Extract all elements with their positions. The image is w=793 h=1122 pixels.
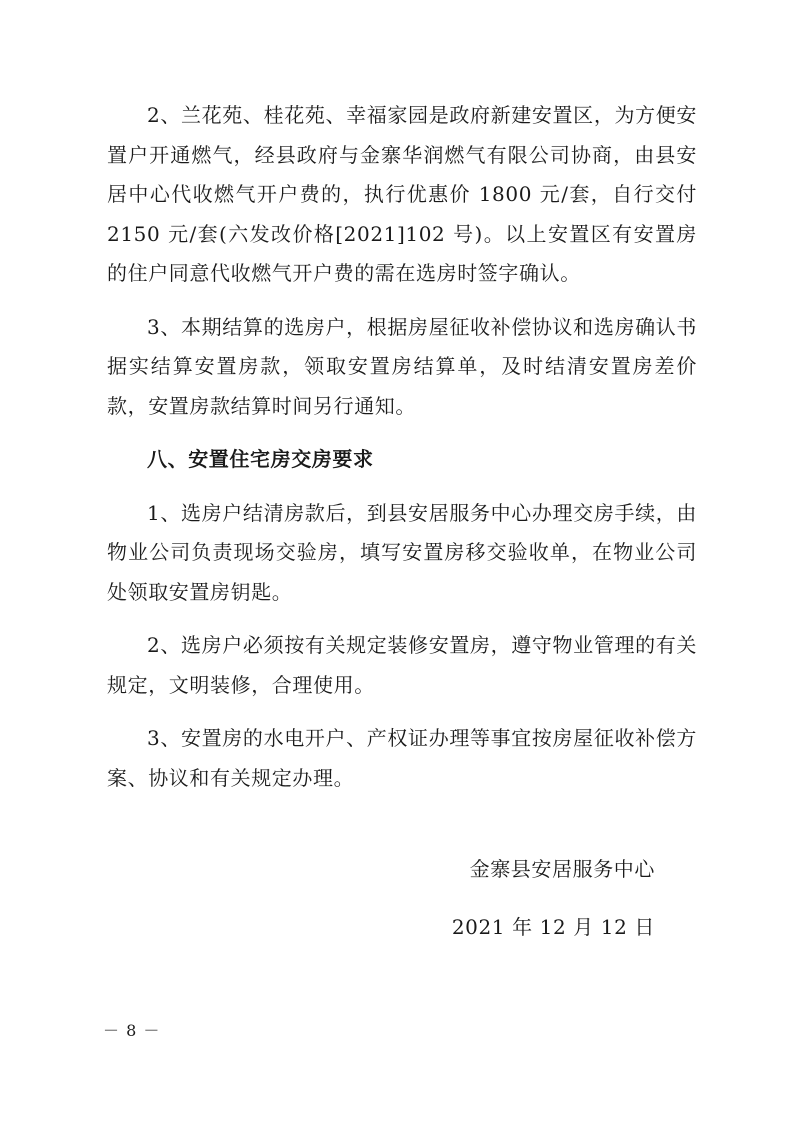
paragraph-utilities-property: 3、安置房的水电开户、产权证办理等事宜按房屋征收补偿方案、协议和有关规定办理。: [107, 726, 697, 790]
paragraph-gas-fee: 2、兰花苑、桂花苑、幸福家园是政府新建安置区，为方便安置户开通燃气，经县政府与金寨华润燃气有限公司协商，由县安居中心代收燃气开户费的，执行优惠价 1800 元/套，自行交付 2150 元/套(六发改价格[2021]102 号)。以上安置区有安置房的住户同意代收燃气开户费的需在选房时签字确认。: [107, 103, 697, 285]
signature-date: 2021 年 12 月 12 日: [451, 915, 655, 939]
paragraph-renovation-rules: 2、选房户必须按有关规定装修安置房，遵守物业管理的有关规定，文明装修，合理使用。: [107, 633, 697, 697]
document-body: [107, 96, 697, 812]
signature-organization: 金寨县安居服务中心: [469, 857, 655, 881]
signature-block: [452, 840, 655, 956]
section-heading-handover: 八、安置住宅房交房要求: [147, 447, 374, 471]
page-number: － 8 －: [103, 1021, 161, 1040]
paragraph-handover-procedure: 1、选房户结清房款后，到县安居服务中心办理交房手续，由物业公司负责现场交验房，填写安置房移交验收单，在物业公司处领取安置房钥匙。: [107, 500, 697, 604]
paragraph-settlement: 3、本期结算的选房户，根据房屋征收补偿协议和选房确认书据实结算安置房款，领取安置房结算单，及时结清安置房差价款，安置房款结算时间另行通知。: [107, 314, 697, 418]
